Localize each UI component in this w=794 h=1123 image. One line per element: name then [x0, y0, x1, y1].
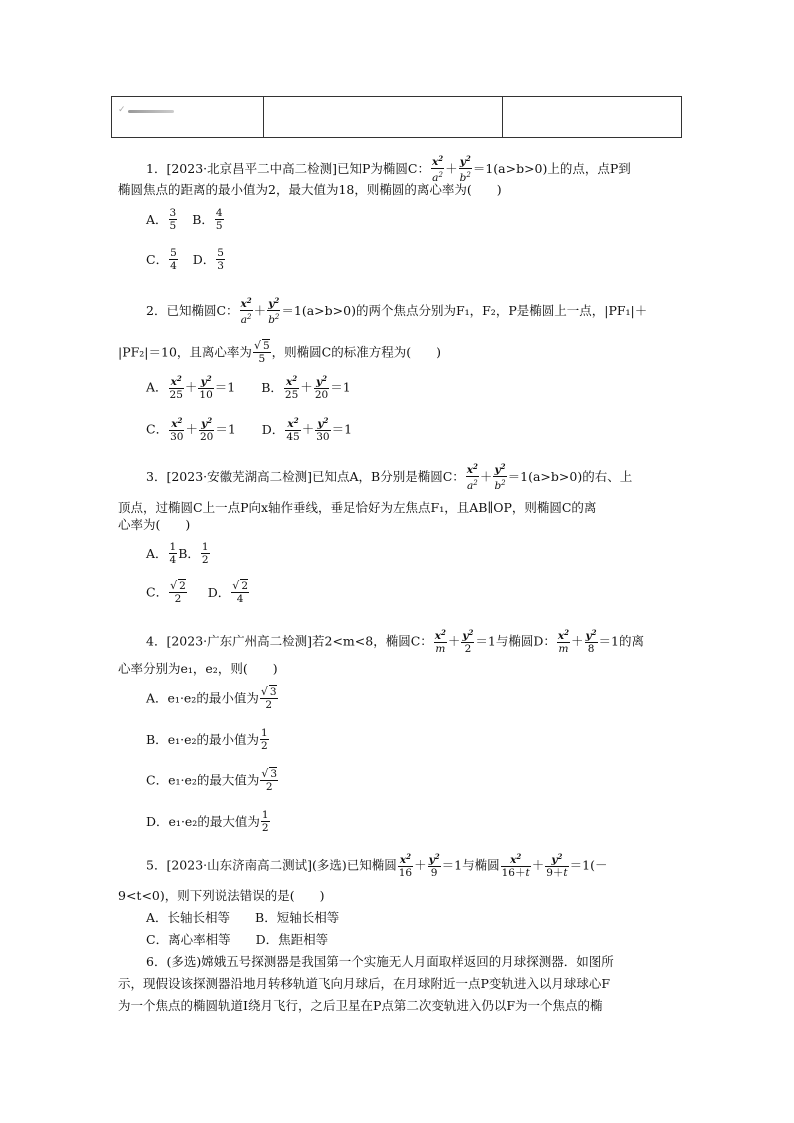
q1-stem: 1．[2023·北京昌平二中高二检测]已知P为椭圆C： — [146, 161, 430, 176]
q5-options-ab: A．长轴长相等 B．短轴长相等 — [146, 910, 340, 925]
frac-x2-a2: $\frac{x^2}{a^2}$ — [431, 154, 444, 184]
q1-b-frac: $\frac{4}{5}$ — [215, 207, 223, 232]
header-cell-middle — [264, 97, 503, 137]
check-icon: ✓ — [118, 105, 126, 115]
q1-options-ab: A． $\frac{3}{5}$ B． $\frac{4}{5}$ — [146, 207, 223, 232]
q2-options-cd: C． $\frac{x^2}{30}$ ＋ $\frac{y^2}{20}$ ＝1 D． $\frac{x^2}{45}$ ＋ $\frac{y^2}{30}$ ＝1 — [146, 416, 353, 443]
q1-options-cd: C． $\frac{5}{4}$ D． $\frac{5}{3}$ — [146, 247, 224, 272]
q1-line1: 1．[2023·北京昌平二中高二检测]已知P为椭圆C： $\frac{x^2}{a^2}$ ＋ $\frac{y^2}{b^2}$ ＝1(a>b>0)上的点，点P到 — [146, 154, 631, 184]
q4-option-a: A．e₁·e₂的最小值为 $\frac{√ 3}{2}$ — [146, 685, 277, 711]
q5-options-cd: C．离心率相等 D．焦距相等 — [146, 932, 329, 947]
q4-line2: 心率分别为e₁，e₂，则( ) — [118, 661, 278, 676]
q2-line1: 2．已知椭圆C： $\frac{x^2}{a^2}$ ＋ $\frac{y^2}{b^2}$ ＝1(a>b>0)的两个焦点分别为F₁，F₂，P是椭圆上一点，|PF₁|＋ — [146, 296, 648, 326]
logo-bar — [128, 110, 174, 113]
eccentricity-frac: $\frac{√ 5}{5}$ — [253, 339, 270, 365]
q1-a-frac: $\frac{3}{5}$ — [169, 207, 177, 232]
q1-stem-end: ＝1(a>b>0)上的点，点P到 — [472, 161, 631, 176]
q4-option-d: D．e₁·e₂的最大值为 $\frac{1}{2}$ — [146, 809, 269, 834]
q2-line2: |PF₂|＝10，且离心率为 $\frac{√ 5}{5}$ ，则椭圆C的标准方程为( ) — [118, 339, 441, 365]
q6-line3: 为一个焦点的椭圆轨道Ⅰ绕月飞行，之后卫星在P点第二次变轨进入仍以F为一个焦点的椭 — [118, 998, 603, 1013]
q3-options-cd: C． $\frac{√ 2}{2}$ D． $\frac{√ 2}{4}$ — [146, 579, 248, 605]
q1-c-frac: $\frac{5}{4}$ — [170, 247, 177, 272]
q1-line2: 椭圆焦点的距离的最小值为2，最大值为18，则椭圆的离心率为( ) — [118, 182, 502, 197]
frac-y2-b2: $\frac{y^2}{b^2}$ — [459, 154, 471, 184]
q2-options-ab: A． $\frac{x^2}{25}$ ＋ $\frac{y^2}{10}$ ＝1 B． $\frac{x^2}{25}$ ＋ $\frac{y^2}{20}$ ＝1 — [146, 374, 351, 401]
q5-line1: 5．[2023·山东济南高二测试](多选)已知椭圆 $\frac{x^2}{16}$ ＋ $\frac{y^2}{9}$ ＝1与椭圆 $\frac{x^2}{16+t}$ ＋ $\frac{y^2}{9+t}$ ＝1(－ — [146, 852, 608, 879]
q6-line2: 示，现假设该探测器沿地月转移轨道飞向月球后，在月球附近一点P变轨进入以月球球心F — [118, 976, 611, 991]
q3-options-ab: A． $\frac{1}{4}$ B． $\frac{1}{2}$ — [146, 541, 209, 566]
q3-line2: 顶点，过椭圆C上一点P向x轴作垂线，垂足恰好为左焦点F₁，且AB∥OP，则椭圆C的离 — [118, 500, 597, 515]
header-cell-logo — [112, 97, 264, 137]
q1-d-frac: $\frac{5}{3}$ — [217, 247, 224, 272]
q4-option-b: B．e₁·e₂的最小值为 $\frac{1}{2}$ — [146, 727, 268, 752]
q4-option-c: C．e₁·e₂的最大值为 $\frac{√ 3}{2}$ — [146, 767, 278, 793]
header-cell-right — [503, 97, 681, 137]
q3-line3: 心率为( ) — [118, 517, 191, 532]
q5-line2: 9<t<0)，则下列说法错误的是( ) — [118, 888, 325, 903]
brand-logo — [118, 105, 174, 115]
q3-line1: 3．[2023·安徽芜湖高二检测]已知点A，B分别是椭圆C： $\frac{x^2}{a^2}$ ＋ $\frac{y^2}{b^2}$ ＝1(a>b>0)的右、上 — [146, 462, 633, 492]
q6-line1: 6．(多选)嫦娥五号探测器是我国第一个实施无人月面取样返回的月球探测器．如图所 — [146, 954, 614, 969]
q4-line1: 4．[2023·广东广州高二检测]若2<m<8，椭圆C： $\frac{x^2}{m}$ ＋ $\frac{y^2}{2}$ ＝1与椭圆D： $\frac{x^2}{m}$ ＋ $\frac{y^2}{8}$ ＝1的离 — [146, 628, 644, 655]
header-table — [111, 96, 682, 138]
